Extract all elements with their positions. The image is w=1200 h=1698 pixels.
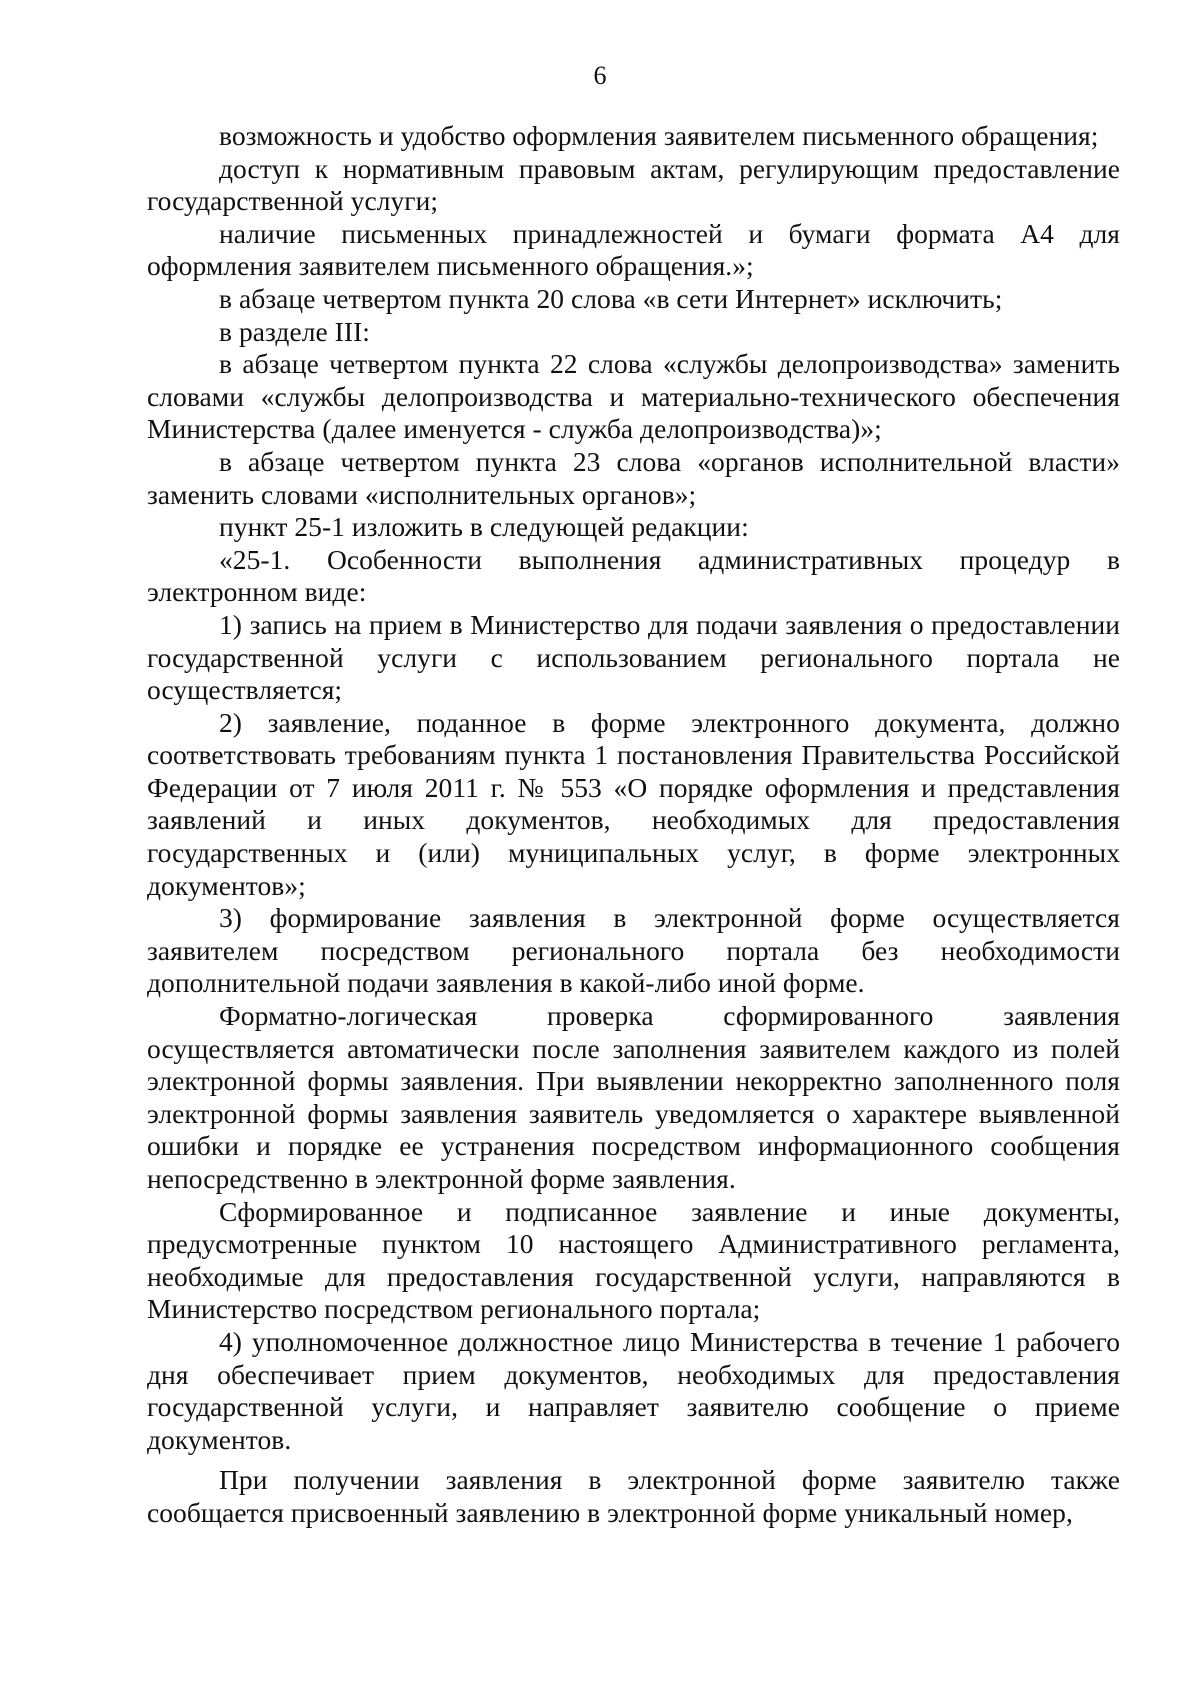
paragraph: в абзаце четвертом пункта 20 слова «в сети Интернет» исключить; (219, 282, 1003, 314)
paragraph: возможность и удобство оформления заявителем письменного обращения; (219, 120, 1099, 151)
paragraph: в абзаце четвертом пункта 23 слова «органов исполнительной власти» заменить словами «исполнительных органов»; (147, 445, 1120, 510)
paragraph: Сформированное и подписанное заявление и иные документы, предусмотренные пунктом 10 настоящего Административного регламента, необходимые для предоставления государственной услуги, направляются в Министерство посредством регионального портала; (147, 1195, 1120, 1325)
paragraph: 1) запись на прием в Министерство для подачи заявления о предоставлении государственной услуги с использованием регионального портала не осуществляется; (147, 608, 1120, 706)
paragraph: в абзаце четвертом пункта 22 слова «службы делопроизводства» заменить словами «службы делопроизводства и материально-технического обеспечения Министерства (далее именуется - служба делопроизводства)»; (147, 348, 1120, 445)
paragraph: в разделе III: (219, 315, 370, 347)
paragraph: «25-1. Особенности выполнения административных процедур в электронном виде: (147, 543, 1120, 608)
paragraph: доступ к нормативным правовым актам, регулирующим предоставление государственной услуги; (147, 152, 1120, 217)
document-body (147, 120, 1120, 1530)
paragraph: пункт 25-1 изложить в следующей редакции: (219, 511, 749, 543)
paragraph: 2) заявление, поданное в форме электронного документа, должно соответствовать требованиям пункта 1 постановления Правительства Российской Федерации от 7 июля 2011 г. № 553 «О порядке оформления и представления заявлений и иных документов, необходимых для предоставления государственных и (или) муниципальных услуг, в форме электронных документов»; (147, 706, 1120, 901)
paragraph: При получении заявления в электронной форме заявителю также сообщается присвоенный заявлению в электронной форме уникальный номер, (147, 1464, 1120, 1528)
page-number: 6 (593, 61, 607, 90)
paragraph: наличие письменных принадлежностей и бумаги формата А4 для оформления заявителем письменного обращения.»; (147, 217, 1120, 282)
paragraph: 4) уполномоченное должностное лицо Министерства в течение 1 рабочего дня обеспечивает прием документов, необходимых для предоставления государственной услуги, и направляет заявителю сообщение о приеме документов. (147, 1325, 1120, 1455)
paragraph: 3) формирование заявления в электронной форме осуществляется заявителем посредством регионального портала без необходимости дополнительной подачи заявления в какой-либо иной форме. (147, 902, 1120, 999)
paragraph: Форматно-логическая проверка сформированного заявления осуществляется автоматически после заполнения заявителем каждого из полей электронной формы заявления. При выявлении некорректно заполненного поля электронной формы заявления заявитель уведомляется о характере выявленной ошибки и порядке ее устранения посредством информационного сообщения непосредственно в электронной форме заявления. (147, 1000, 1120, 1194)
